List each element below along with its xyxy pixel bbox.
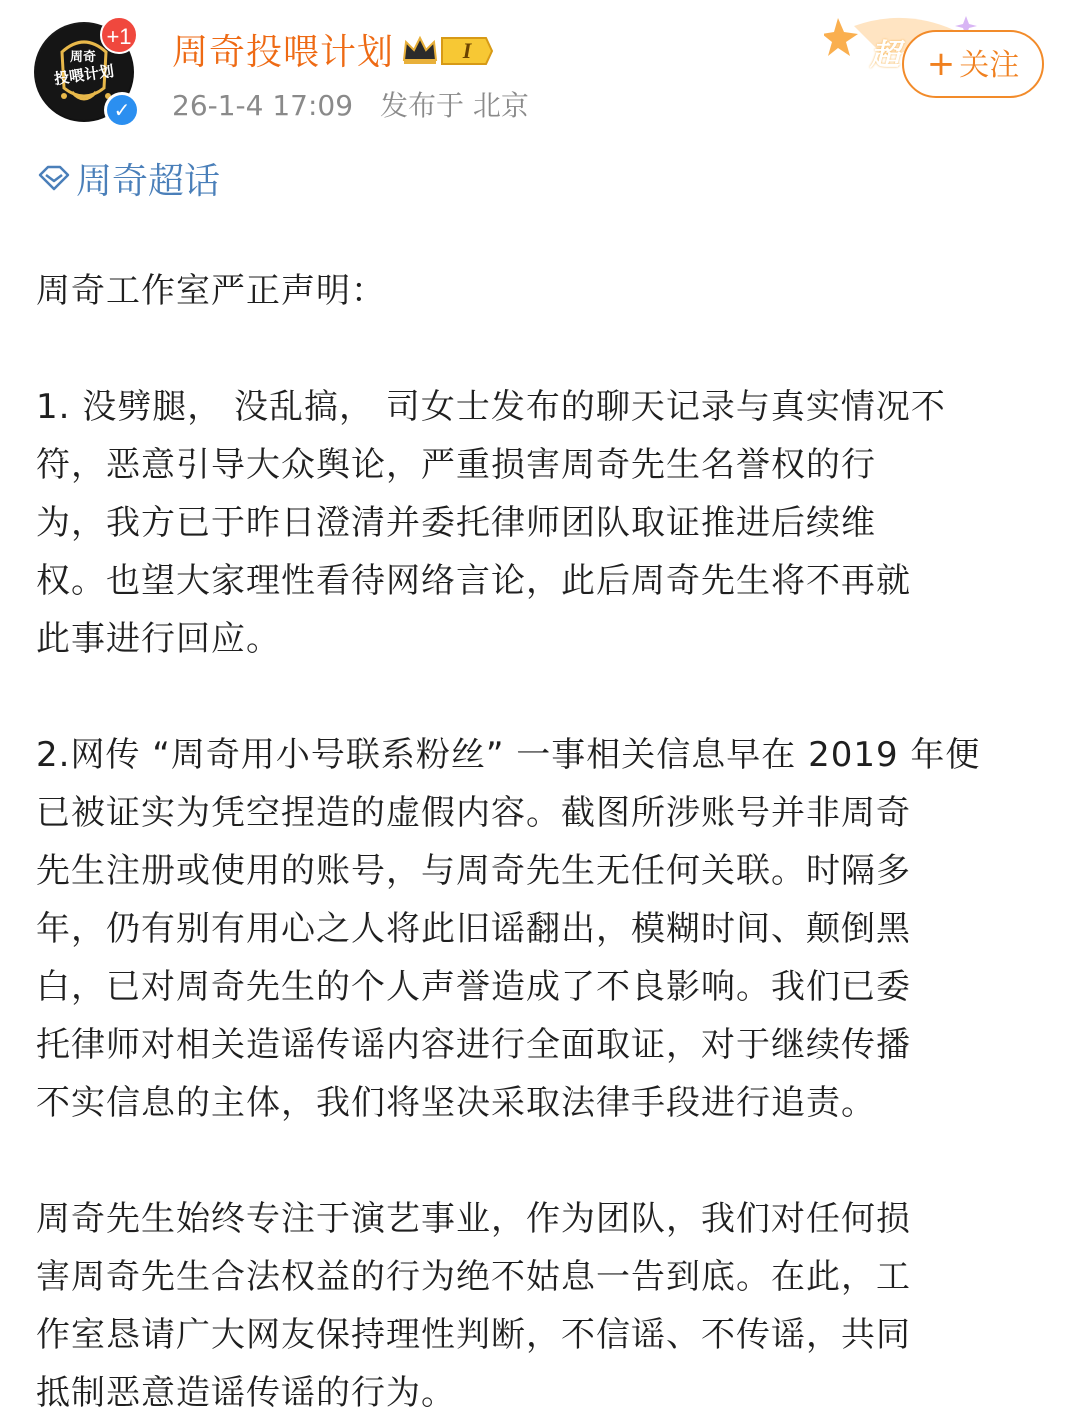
avatar-text-main: 投喂计划 xyxy=(53,61,116,89)
text-line: 不实信息的主体，我们将坚决采取法律手段进行追责。 xyxy=(36,1083,876,1123)
super-topic-link[interactable] xyxy=(36,150,220,206)
text-line: 托律师对相关造谣传谣内容进行全面取证，对于继续传播 xyxy=(36,1025,911,1065)
text-line: 周奇先生始终专注于演艺事业，作为团队，我们对任何损 xyxy=(36,1199,911,1239)
text-line: 抵制恶意造谣传谣的行为。 xyxy=(36,1373,456,1413)
text-line: 为，我方已于昨日澄清并委托律师团队取证推进后续维 xyxy=(36,503,876,543)
text-line: 已被证实为凭空捏造的虚假内容。截图所涉账号并非周奇 xyxy=(36,793,911,833)
avatar-text-top: 周奇 xyxy=(70,50,97,65)
level-text: I xyxy=(462,38,472,63)
super-badge-text: 超 xyxy=(870,38,900,73)
text-line: 权。也望大家理性看待网络言论，此后周奇先生将不再就 xyxy=(36,561,911,601)
paragraph-1 xyxy=(36,378,1046,668)
text-line: 2.网传 “周奇用小号联系粉丝” 一事相关信息早在 2019 年便 xyxy=(36,735,981,775)
text-line: 先生注册或使用的账号，与周奇先生无任何关联。时隔多 xyxy=(36,851,911,891)
avatar[interactable] xyxy=(34,22,140,128)
paragraph-title xyxy=(36,262,1046,320)
text-line: 害周奇先生合法权益的行为绝不姑息一告到底。在此，工 xyxy=(36,1257,911,1297)
text-line: 白，已对周奇先生的个人声誉造成了不良影响。我们已委 xyxy=(36,967,911,1007)
author-name[interactable]: 周奇投喂计划 xyxy=(172,32,395,73)
paragraph-3 xyxy=(36,1190,1046,1422)
post-date: 26-1-4 17:09 xyxy=(172,89,354,122)
post-location: 发布于 北京 xyxy=(379,89,529,122)
post-header xyxy=(0,0,1080,140)
text-line: 1. 没劈腿， 没乱搞， 司女士发布的聊天记录与真实情况不 xyxy=(36,387,946,427)
text-line: 周奇工作室严正声明： xyxy=(36,271,386,311)
verified-badge xyxy=(104,92,140,128)
super-topic-diamond-icon xyxy=(36,163,72,193)
text-line: 此事进行回应。 xyxy=(36,619,281,659)
notification-badge: +1 xyxy=(100,16,138,54)
verified-check-icon: ✓ xyxy=(107,95,137,125)
crown-icon xyxy=(400,34,440,66)
level-badge[interactable] xyxy=(440,36,494,66)
super-topic-label: 周奇超话 xyxy=(76,160,221,202)
post-meta xyxy=(172,84,547,124)
plus-icon: + xyxy=(926,44,956,84)
text-line: 作室恳请广大网友保持理性判断，不信谣、不传谣，共同 xyxy=(36,1315,911,1355)
follow-button[interactable] xyxy=(902,30,1044,98)
text-line: 符，恶意引导大众舆论，严重损害周奇先生名誉权的行 xyxy=(36,445,876,485)
follow-label: 关注 xyxy=(959,48,1020,83)
post-content xyxy=(36,262,1046,1422)
paragraph-2 xyxy=(36,726,1046,1132)
text-line: 年，仍有别有用心之人将此旧谣翻出，模糊时间、颠倒黑 xyxy=(36,909,911,949)
